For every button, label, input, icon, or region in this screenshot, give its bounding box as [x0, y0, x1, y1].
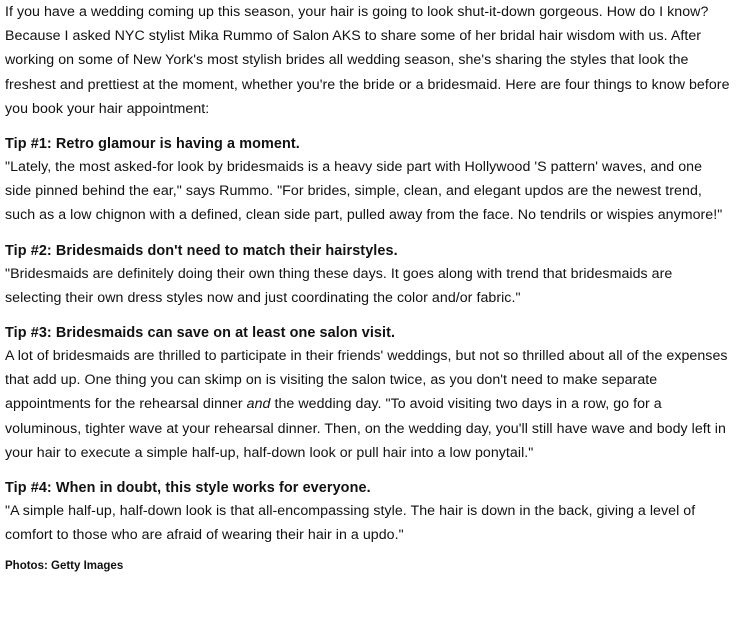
tip-4 [5, 477, 731, 547]
tip-1-body: "Lately, the most asked-for look by bridesmaids is a heavy side part with Hollywood 'S pattern' waves, and one side pinned behind the ear," says Rummo. "For brides, simple, clean, and elegant updos are the newest trend, such as a low chignon with a defined, clean side part, pulled away from the face. No tendrils or wispies anymore!" [5, 159, 723, 224]
tip-4-heading: Tip #4: When in doubt, this style works for everyone. [5, 480, 371, 497]
photo-credit: Photos: Getty Images [5, 560, 124, 573]
tip-3-heading: Tip #3: Bridesmaids can save on at least one salon visit. [5, 325, 396, 342]
tip-2 [5, 240, 731, 310]
tip-1-heading: Tip #1: Retro glamour is having a moment. [5, 136, 300, 153]
tip-3-body [5, 344, 731, 465]
intro-paragraph: If you have a wedding coming up this season, your hair is going to look shut-it-down gorgeous. How do I know? Because I asked NYC stylist Mika Rummo of Salon AKS to share some of her bridal hair wisdom with us. After working on some of New York's most stylish brides all wedding season, she's sharing the styles that look the freshest and prettiest at the moment, whether you're the bride or a bridesmaid. Here are four things to know before you book your hair appointment: [5, 4, 730, 117]
tip-2-heading: Tip #2: Bridesmaids don't need to match their hairstyles. [5, 242, 398, 259]
tip-3-body-emphasis: and [246, 396, 271, 413]
tip-3-body-end: the wedding day. "To avoid visiting two days in a row, go for a voluminous, tighter wave at your rehearsal dinner. Then, on the wedding day, you'll still have wave and body left in your hair to execute a simple half-up, half-down look or pull hair into a low ponytail." [5, 396, 726, 461]
tip-1 [5, 133, 731, 228]
tip-2-body: "Bridesmaids are definitely doing their own thing these days. It goes along with trend that bridesmaids are selecting their own dress styles now and just coordinating the color and/or fabric." [5, 265, 673, 306]
tip-4-body: "A simple half-up, half-down look is that all-encompassing style. The hair is down in the back, giving a level of comfort to those who are afraid of wearing their hair in a updo." [5, 503, 696, 544]
tip-3 [5, 322, 731, 465]
tip-3-body-start: A lot of bridesmaids are thrilled to participate in their friends' weddings, but not so thrilled about all of the expenses that add up. One thing you can skimp on is visiting the salon twice, as you don't need to make separate appointments for the rehearsal dinner [5, 348, 728, 413]
